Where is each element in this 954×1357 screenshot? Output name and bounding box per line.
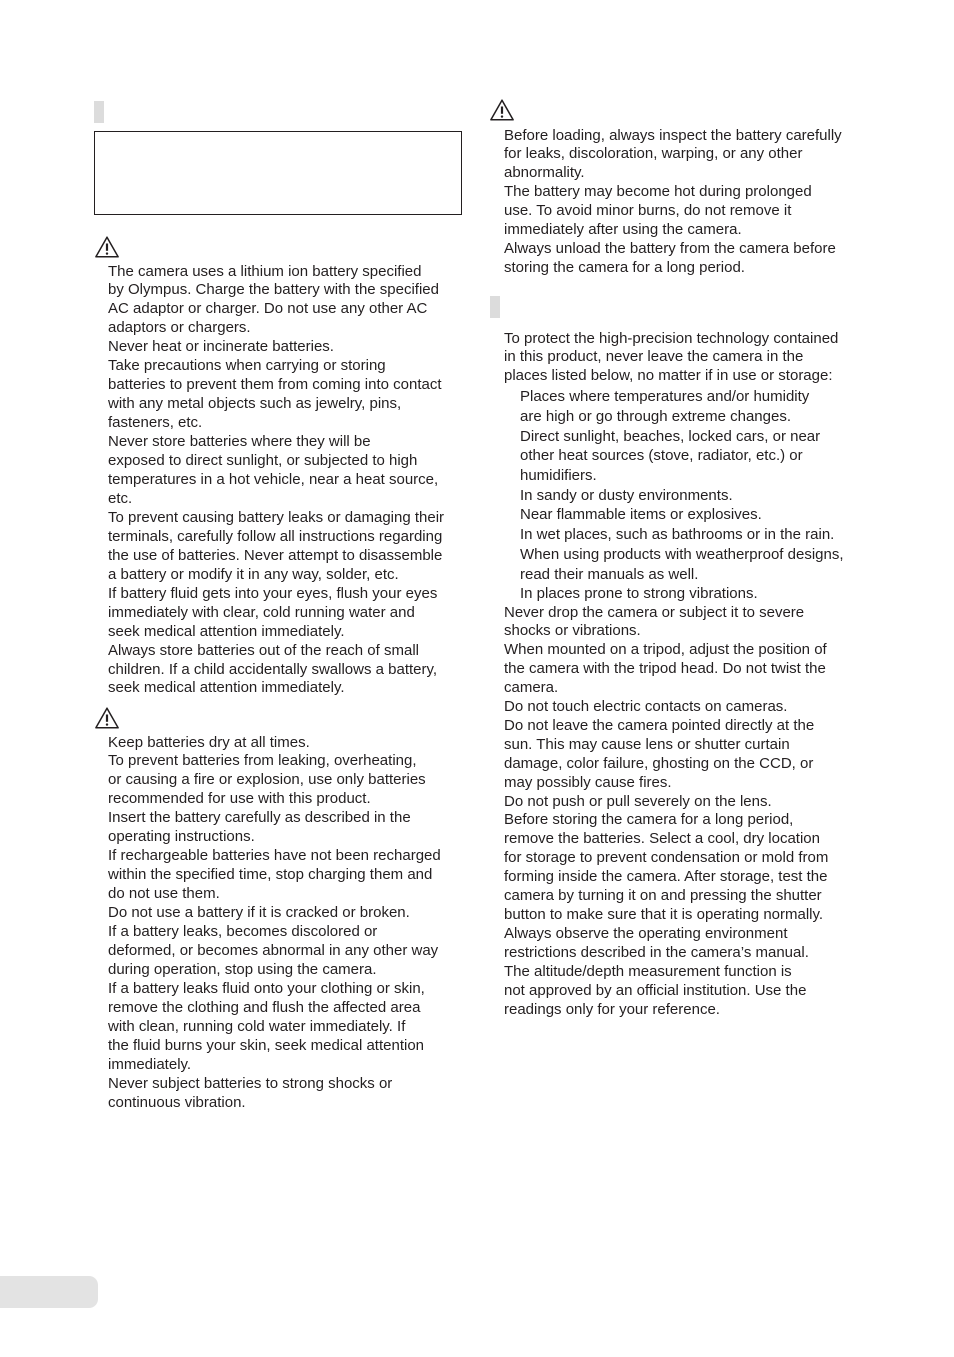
text-line: terminals, carefully follow all instructions regarding (108, 527, 443, 545)
list-item (504, 925, 828, 963)
section-marker (490, 296, 500, 318)
left-second-list (108, 734, 441, 1113)
text-line: Always observe the operating environment (504, 924, 788, 942)
left-first-list (108, 263, 444, 699)
list-item (108, 734, 441, 753)
text-line: shocks or vibrations. (504, 622, 641, 640)
list-item (504, 240, 842, 278)
list-item (504, 183, 842, 240)
text-line: the use of batteries. Never attempt to disassemble (108, 546, 443, 564)
list-item (504, 793, 828, 812)
list-item (108, 509, 444, 585)
text-line: fasteners, etc. (108, 414, 203, 432)
notice-box (94, 131, 462, 215)
warning-triangle-icon (95, 236, 119, 258)
text-line: by Olympus. Charge the battery with the specified (108, 281, 439, 299)
text-line: the fluid burns your skin, seek medical attention (108, 1036, 425, 1054)
text-line: Do not push or pull severely on the lens. (504, 792, 772, 810)
text-line: In places prone to strong vibrations. (520, 585, 758, 603)
text-line: Before loading, always inspect the battery carefully (504, 126, 842, 144)
text-line: for leaks, discoloration, warping, or any other (504, 145, 803, 163)
list-item (504, 811, 828, 924)
list-item (504, 698, 828, 717)
text-line: with any metal objects such as jewelry, pins, (108, 395, 402, 413)
list-item (504, 963, 828, 1020)
text-line: damage, color failure, ghosting on the CCD, or (504, 754, 814, 772)
text-line: If a battery leaks fluid onto your clothing or skin, (108, 979, 425, 997)
text-line: temperatures in a hot vehicle, near a heat source, (108, 470, 439, 488)
warning-triangle-icon (490, 99, 514, 121)
text-line: In wet places, such as bathrooms or in the rain. (520, 526, 835, 544)
text-line: use. To avoid minor burns, do not remove it (504, 202, 792, 220)
right-intro (504, 330, 838, 387)
list-item (108, 338, 444, 357)
text-line: for storage to prevent condensation or mold from (504, 849, 829, 867)
text-line: Take precautions when carrying or storing (108, 357, 386, 375)
text-line: readings only for your reference. (504, 1000, 720, 1018)
text-line: Always unload the battery from the camera before (504, 239, 836, 257)
text-line: button to make sure that it is operating normally. (504, 906, 824, 923)
text-line: In sandy or dusty environments. (520, 486, 733, 504)
text-line: Do not touch electric contacts on cameras. (504, 698, 788, 716)
list-item (108, 263, 444, 339)
text-line: camera by turning it on and pressing the shutter (504, 887, 822, 905)
place-item (520, 486, 844, 506)
warning-triangle-icon (95, 707, 119, 729)
text-line: other heat sources (stove, radiator, etc.) or (520, 447, 803, 465)
text-line: seek medical attention immediately. (108, 622, 345, 640)
text-line: If battery fluid gets into your eyes, flush your eyes (108, 584, 438, 602)
place-item (520, 525, 844, 545)
place-item (520, 427, 844, 486)
text-line: immediately with clear, cold running water and (108, 603, 415, 621)
list-item (108, 809, 441, 847)
place-item (520, 505, 844, 525)
list-item (504, 641, 828, 698)
list-item (108, 1075, 441, 1113)
text-line: exposed to direct sunlight, or subjected to high (108, 452, 418, 470)
list-item (108, 357, 444, 433)
page-tab (0, 1276, 98, 1308)
text-line: The battery may become hot during prolonged (504, 183, 812, 201)
text-line: Never drop the camera or subject it to severe (504, 603, 805, 621)
place-item (520, 387, 844, 426)
right-first-list (504, 127, 842, 278)
text-line: camera. (504, 679, 559, 697)
text-line: operating instructions. (108, 828, 255, 846)
text-line: etc. (108, 489, 133, 507)
right-closing-list (504, 604, 828, 1020)
text-line: continuous vibration. (108, 1093, 246, 1111)
list-item (108, 585, 444, 642)
list-item (108, 847, 441, 904)
text-line: in this product, never leave the camera in the (504, 348, 804, 366)
text-line: Always store batteries out of the reach of small (108, 641, 419, 659)
text-line: the camera with the tripod head. Do not twist the (504, 660, 826, 678)
text-line: Places where temperatures and/or humidity (520, 388, 810, 406)
text-line: Keep batteries dry at all times. (108, 733, 310, 751)
list-item (108, 980, 441, 1075)
text-line: not approved by an official institution. Use the (504, 981, 807, 999)
text-line: with clean, running cold water immediately. If (108, 1017, 406, 1035)
text-line: sun. This may cause lens or shutter curtain (504, 735, 790, 753)
text-line: abnormality. (504, 164, 585, 182)
text-line: recommended for use with this product. (108, 790, 371, 808)
place-item (520, 545, 844, 584)
text-line: The camera uses a lithium ion battery specified (108, 262, 422, 280)
text-line: restrictions described in the camera’s manual. (504, 943, 809, 961)
text-line: forming inside the camera. After storage, test the (504, 868, 828, 886)
text-line: When mounted on a tripod, adjust the position of (504, 641, 827, 659)
place-item (520, 584, 844, 604)
list-item (504, 127, 842, 184)
list-item (504, 604, 828, 642)
text-line: places listed below, no matter if in use or storage: (504, 367, 833, 385)
text-line: remove the batteries. Select a cool, dry location (504, 830, 820, 848)
text-line: seek medical attention immediately. (108, 679, 345, 697)
text-line: To prevent batteries from leaking, overheating, (108, 752, 417, 770)
text-line: remove the clothing and flush the affected area (108, 998, 421, 1016)
text-line: Do not leave the camera pointed directly at the (504, 716, 815, 734)
text-line: or causing a fire or explosion, use only batteries (108, 771, 426, 789)
list-item (108, 752, 441, 809)
text-line: To prevent causing battery leaks or damaging their (108, 508, 445, 526)
text-line: The altitude/depth measurement function is (504, 962, 792, 980)
text-line: AC adaptor or charger. Do not use any other AC (108, 300, 428, 318)
text-line: immediately. (108, 1055, 192, 1073)
text-line: Do not use a battery if it is cracked or broken. (108, 904, 410, 922)
list-item (108, 904, 441, 923)
text-line: Never store batteries where they will be (108, 433, 371, 451)
intro-paragraph (504, 330, 838, 387)
text-line: during operation, stop using the camera. (108, 960, 377, 978)
text-line: deformed, or becomes abnormal in any other way (108, 941, 439, 959)
text-line: storing the camera for a long period. (504, 258, 745, 276)
text-line: immediately after using the camera. (504, 221, 742, 239)
list-item (504, 717, 828, 793)
list-item (108, 642, 444, 699)
list-item (108, 923, 441, 980)
list-item (108, 433, 444, 509)
text-line: are high or go through extreme changes. (520, 407, 792, 425)
text-line: If a battery leaks, becomes discolored or (108, 923, 378, 941)
text-line: Insert the battery carefully as described in the (108, 809, 411, 827)
text-line: batteries to prevent them from coming into contact (108, 376, 442, 394)
text-line: children. If a child accidentally swallows a battery, (108, 660, 438, 678)
text-line: Before storing the camera for a long period, (504, 811, 794, 829)
text-line: If rechargeable batteries have not been recharged (108, 847, 441, 865)
text-line: a battery or modify it in any way, solder, etc. (108, 565, 399, 583)
text-line: adaptors or chargers. (108, 319, 251, 337)
text-line: humidifiers. (520, 467, 597, 484)
places-list (520, 387, 844, 604)
text-line: Near flammable items or explosives. (520, 506, 762, 524)
text-line: Never subject batteries to strong shocks or (108, 1074, 393, 1092)
text-line: Direct sunlight, beaches, locked cars, or near (520, 427, 821, 445)
text-line: To protect the high-precision technology contained (504, 329, 839, 347)
text-line: When using products with weatherproof designs, (520, 545, 844, 563)
text-line: Never heat or incinerate batteries. (108, 338, 334, 356)
text-line: within the specified time, stop charging them and (108, 866, 433, 884)
text-line: may possibly cause fires. (504, 773, 672, 791)
text-line: do not use them. (108, 885, 220, 903)
section-marker (94, 101, 104, 123)
text-line: read their manuals as well. (520, 565, 699, 583)
